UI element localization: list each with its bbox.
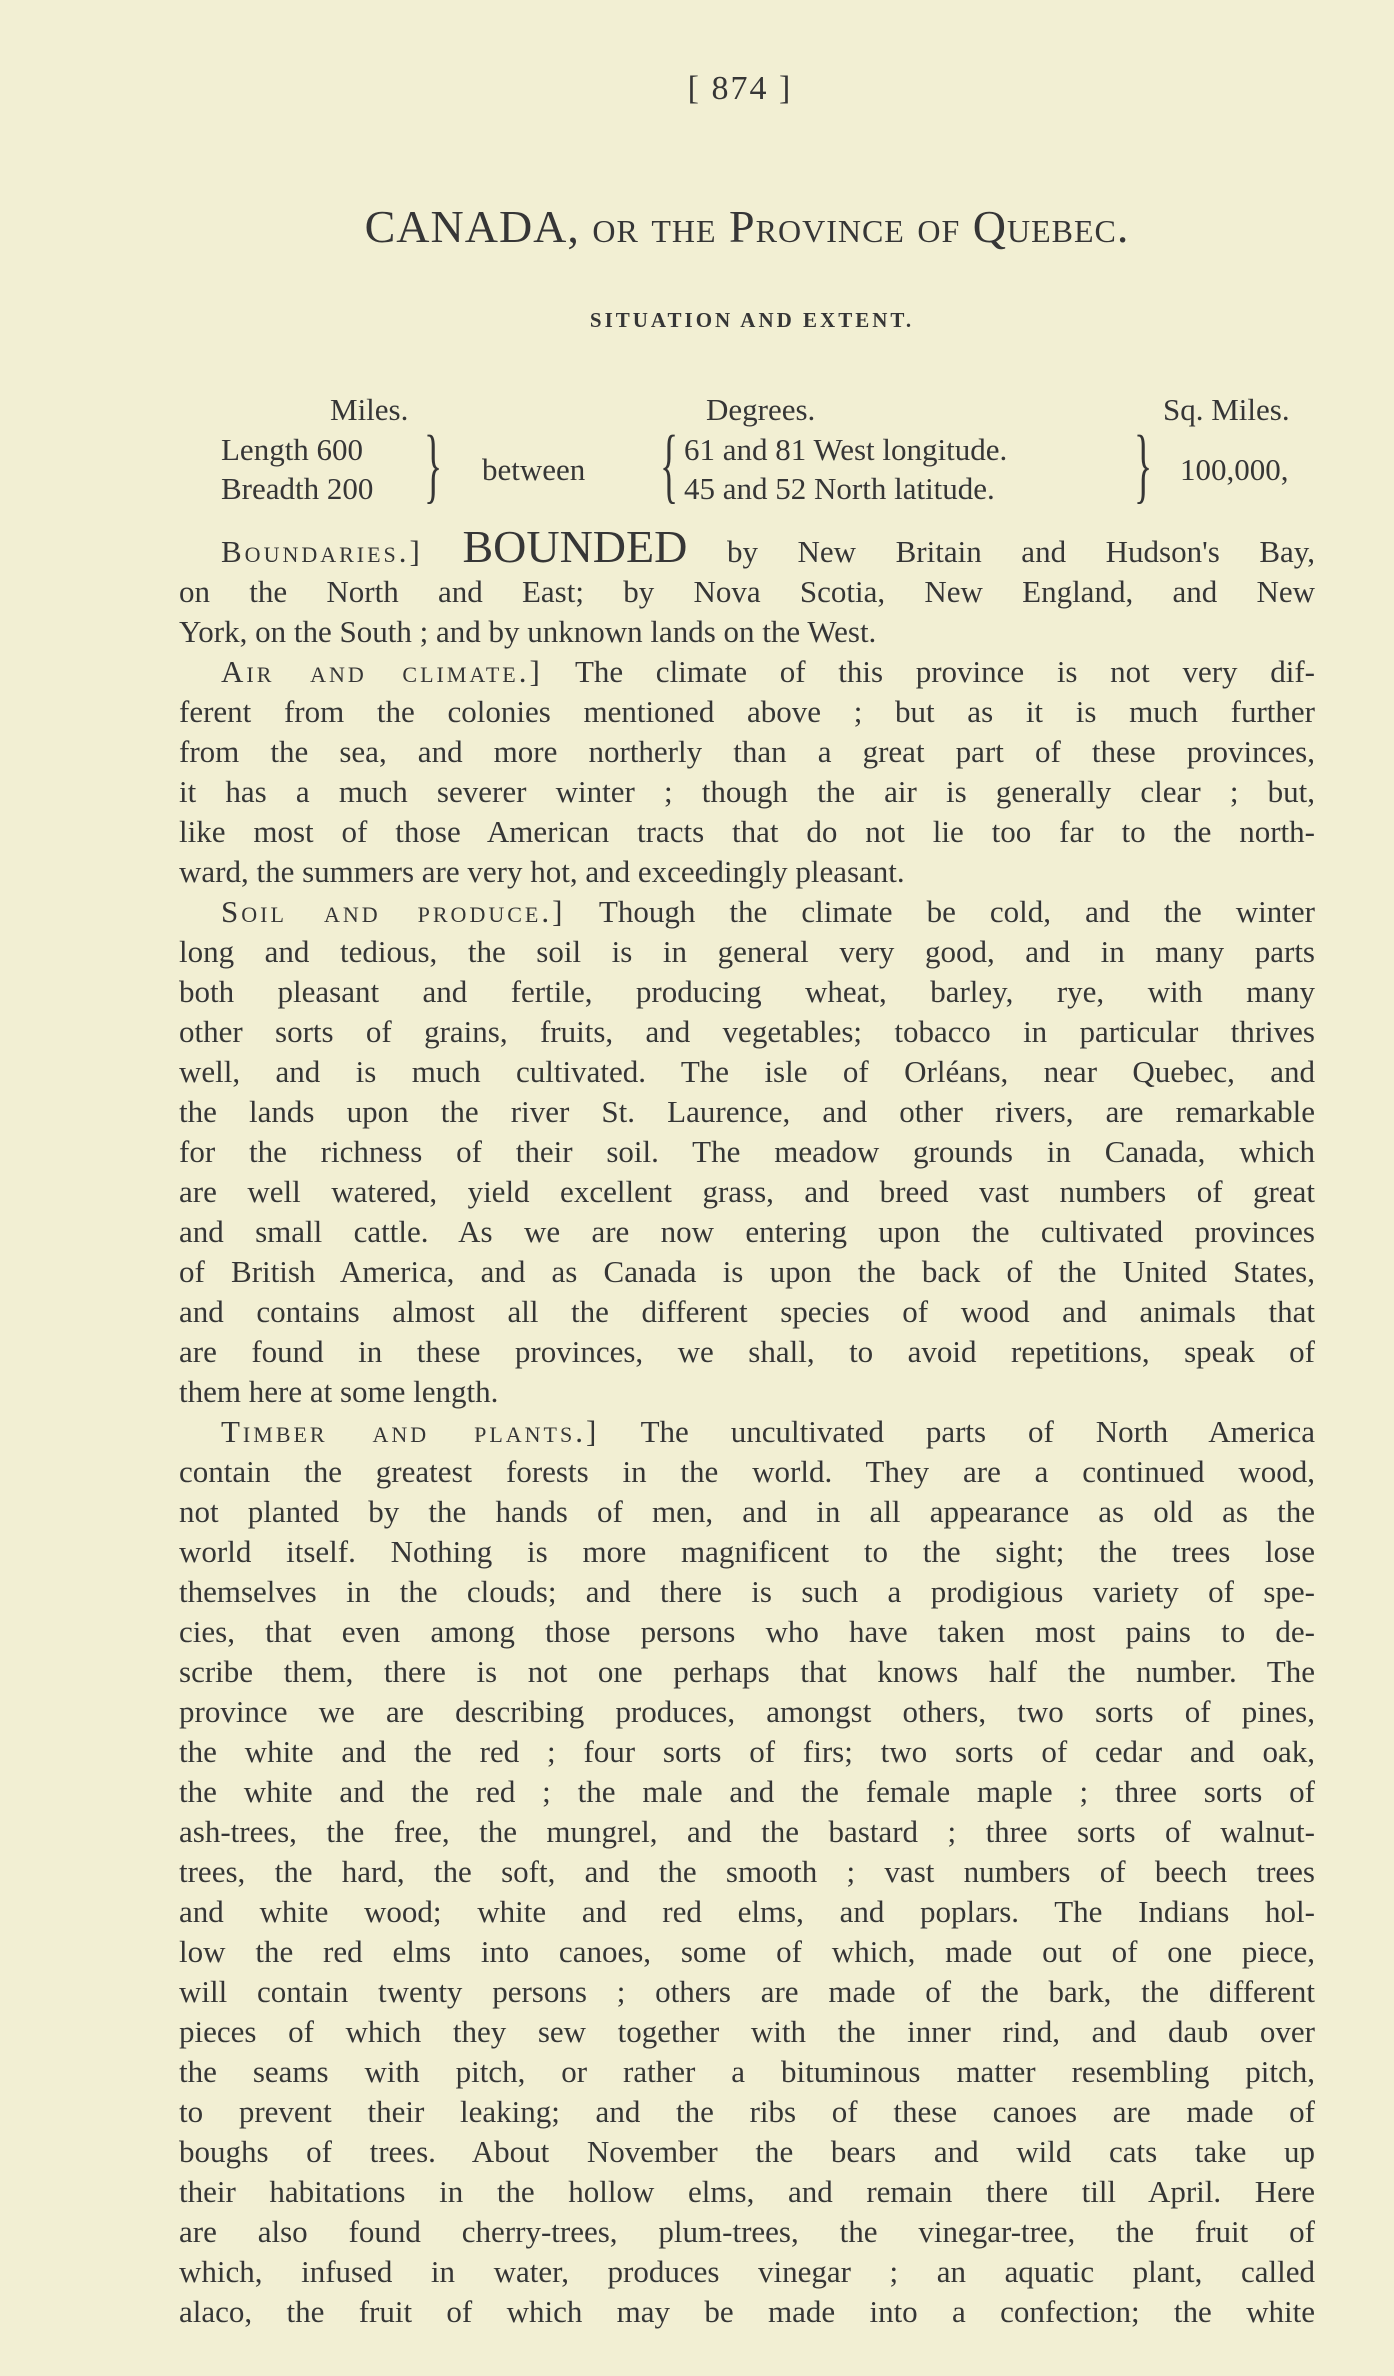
degrees-header: Degrees.: [706, 392, 816, 427]
line-text: Though the climate be cold, and the winter: [598, 894, 1315, 929]
page-title: [0, 200, 1394, 253]
text-line: are found in these provinces, we shall, to avoid repetitions, speak of: [179, 1334, 1315, 1369]
text-line: trees, the hard, the soft, and the smooth ; vast numbers of beech trees: [179, 1854, 1315, 1889]
text-line: [179, 892, 1315, 932]
text-line: [179, 521, 1316, 572]
page-number: [ 874 ]: [687, 70, 793, 107]
text-line: low the red elms into canoes, some of which, made out of one piece,: [179, 1934, 1315, 1969]
text-line: the white and the red ; four sorts of firs; two sorts of cedar and oak,: [179, 1734, 1315, 1769]
sq-miles-header: Sq. Miles.: [1163, 392, 1290, 427]
text-line: for the richness of their soil. The meadow grounds in Canada, which: [179, 1134, 1315, 1169]
paragraph-heading: Air and climate.]: [221, 654, 543, 689]
right-brace: }: [1134, 419, 1153, 512]
text-line: the white and the red ; the male and the female maple ; three sorts of: [179, 1774, 1315, 1809]
text-line: like most of those American tracts that do not lie too far to the north-: [179, 814, 1315, 849]
between-label: between: [482, 452, 586, 487]
line-text: The uncultivated parts of North America: [640, 1414, 1315, 1449]
text-line: which, infused in water, produces vinegar ; an aquatic plant, called: [179, 2254, 1315, 2289]
line-text: by New Britain and Hudson's Bay,: [687, 534, 1316, 569]
paragraph: [179, 652, 1315, 892]
text-line: both pleasant and fertile, producing wheat, barley, rye, with many: [179, 974, 1315, 1009]
text-line: not planted by the hands of men, and in all appearance as old as the: [179, 1494, 1315, 1529]
paragraph-heading: Timber and plants.]: [221, 1414, 600, 1449]
text-line: long and tedious, the soil is in general very good, and in many parts: [179, 934, 1315, 969]
breadth-value: Breadth 200: [221, 471, 374, 506]
text-line: on the North and East; by Nova Scotia, New England, and New: [179, 574, 1315, 609]
paragraph: [179, 892, 1315, 1412]
text-line: will contain twenty persons ; others are made of the bark, the different: [179, 1974, 1315, 2009]
text-line: other sorts of grains, fruits, and vegetables; tobacco in particular thrives: [179, 1014, 1315, 1049]
text-line: ash-trees, the free, the mungrel, and the bastard ; three sorts of walnut-: [179, 1814, 1315, 1849]
text-line: scribe them, there is not one perhaps that knows half the number. The: [179, 1654, 1315, 1689]
body-text: [179, 521, 1316, 2332]
title-rest: or the Province of Quebec.: [592, 201, 1130, 252]
paragraph: [179, 1412, 1315, 2332]
text-line: from the sea, and more northerly than a great part of these provinces,: [179, 734, 1315, 769]
text-line: them here at some length.: [179, 1374, 499, 1409]
title-main: CANADA,: [364, 201, 580, 252]
text-line: their habitations in the hollow elms, and remain there till April. Here: [179, 2174, 1315, 2209]
sq-miles-value: 100,000,: [1180, 452, 1289, 487]
text-line: ward, the summers are very hot, and exceedingly pleasant.: [179, 854, 905, 889]
text-line: ferent from the colonies mentioned above ; but as it is much further: [179, 694, 1315, 729]
text-line: of British America, and as Canada is upon the back of the United States,: [179, 1254, 1315, 1289]
text-line: [179, 1412, 1315, 1452]
miles-header: Miles.: [330, 392, 409, 427]
text-line: the lands upon the river St. Laurence, and other rivers, are remarkable: [179, 1094, 1315, 1129]
text-line: cies, that even among those persons who have taken most pains to de-: [179, 1614, 1315, 1649]
text-line: the seams with pitch, or rather a bituminous matter resembling pitch,: [179, 2054, 1315, 2089]
text-line: and small cattle. As we are now entering upon the cultivated provinces: [179, 1214, 1315, 1249]
latitude-value: 45 and 52 North latitude.: [684, 471, 995, 506]
longitude-value: 61 and 81 West longitude.: [684, 432, 1008, 467]
left-brace: {: [660, 419, 679, 512]
text-line: and white wood; white and red elms, and poplars. The Indians hol-: [179, 1894, 1315, 1929]
paragraph-heading: Boundaries.]: [221, 534, 423, 569]
text-line: alaco, the fruit of which may be made into a confection; the white: [179, 2294, 1315, 2329]
text-line: York, on the South ; and by unknown lands on the West.: [179, 614, 877, 649]
text-line: contain the greatest forests in the world. They are a continued wood,: [179, 1454, 1315, 1489]
text-line: to prevent their leaking; and the ribs of these canoes are made of: [179, 2094, 1315, 2129]
text-line: are also found cherry-trees, plum-trees, the vinegar-tree, the fruit of: [179, 2214, 1315, 2249]
text-line: world itself. Nothing is more magnificent to the sight; the trees lose: [179, 1534, 1315, 1569]
text-line: and contains almost all the different species of wood and animals that: [179, 1294, 1315, 1329]
section-heading: SITUATION AND EXTENT.: [589, 308, 915, 332]
paragraph-heading: Soil and produce.]: [221, 894, 566, 929]
paragraph: [179, 521, 1316, 652]
text-line: are well watered, yield excellent grass, and breed vast numbers of great: [179, 1174, 1315, 1209]
text-line: [179, 652, 1315, 692]
text-line: themselves in the clouds; and there is such a prodigious variety of spe-: [179, 1574, 1315, 1609]
right-brace: }: [424, 419, 443, 512]
lead-word: BOUNDED: [462, 521, 688, 572]
text-line: boughs of trees. About November the bears and wild cats take up: [179, 2134, 1315, 2169]
text-line: province we are describing produces, amongst others, two sorts of pines,: [179, 1694, 1315, 1729]
length-value: Length 600: [221, 432, 364, 467]
line-text: The climate of this province is not very dif-: [574, 654, 1315, 689]
text-line: it has a much severer winter ; though the air is generally clear ; but,: [179, 774, 1315, 809]
text-line: well, and is much cultivated. The isle of Orléans, near Quebec, and: [179, 1054, 1315, 1089]
text-line: pieces of which they sew together with the inner rind, and daub over: [179, 2014, 1315, 2049]
